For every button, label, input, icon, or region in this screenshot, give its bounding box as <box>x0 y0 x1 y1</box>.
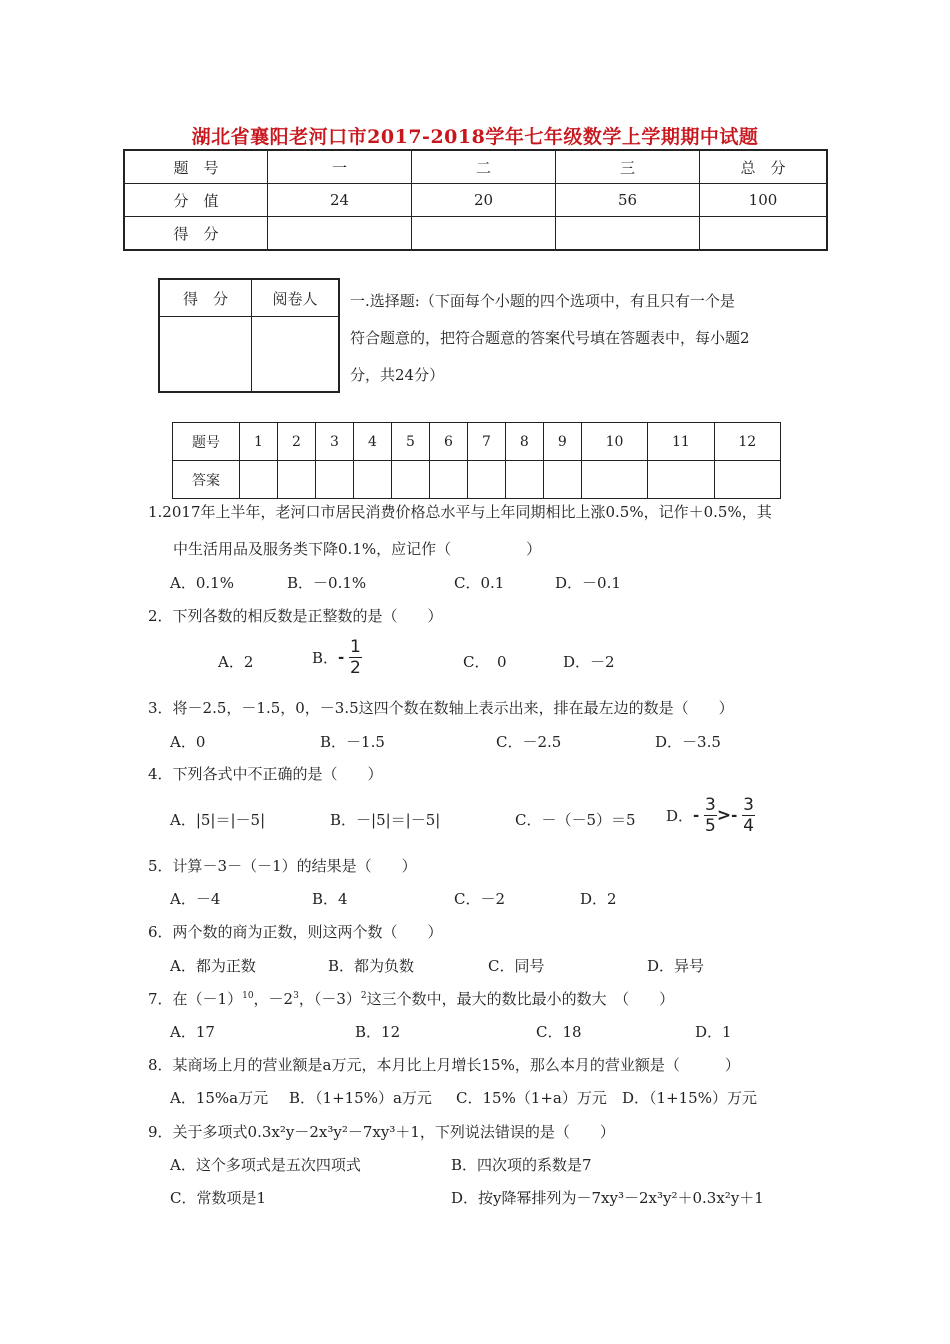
score-table <box>123 149 828 251</box>
answer-cell[interactable] <box>429 461 467 499</box>
answer-table-number-row <box>173 423 781 461</box>
score-table-cell: 二 <box>412 150 556 184</box>
score-table-values-row <box>124 184 827 217</box>
answer-number: 11 <box>648 423 714 461</box>
numerator: 3 <box>743 795 754 815</box>
stem-text: 7．在（－1） <box>148 990 243 1008</box>
question-3-option-c[interactable]: C．－2.5 <box>496 733 562 751</box>
question-4-option-d[interactable] <box>666 795 755 836</box>
answer-number: 5 <box>391 423 429 461</box>
question-9-option-d[interactable]: D．按y降幂排列为－7xy³－2x³y²＋0.3x²y＋1 <box>451 1189 764 1207</box>
numerator: 3 <box>705 795 716 815</box>
section1-line: 一.选择题:（下面每个小题的四个选项中，有且只有一个是 <box>350 292 735 310</box>
greater-than-sign: > <box>716 805 732 826</box>
answer-number: 4 <box>353 423 391 461</box>
score-table-cell: 24 <box>268 184 412 217</box>
question-1-option-a[interactable]: A．0.1% <box>170 574 234 592</box>
question-8-option-c[interactable]: C．15%（1+a）万元 <box>456 1089 607 1107</box>
denominator: 4 <box>743 816 754 836</box>
question-5-stem: 5．计算－3－（－1）的结果是（ ） <box>148 857 417 875</box>
answer-cell[interactable] <box>581 461 647 499</box>
question-3-option-b[interactable]: B．－1.5 <box>320 733 385 751</box>
answer-number: 2 <box>277 423 315 461</box>
denominator: 2 <box>350 658 361 678</box>
question-1-option-b[interactable]: B．－0.1% <box>287 574 367 592</box>
score-input-cell[interactable] <box>412 217 556 251</box>
answer-table-answer-row <box>173 461 781 499</box>
question-1-option-d[interactable]: D．－0.1 <box>555 574 621 592</box>
score-table-cell: 20 <box>412 184 556 217</box>
question-7-option-d[interactable]: D．1 <box>695 1023 732 1041</box>
question-8-option-a[interactable]: A．15%a万元 <box>170 1089 269 1107</box>
question-7-stem <box>148 988 674 1009</box>
denominator: 5 <box>705 816 716 836</box>
question-2-option-a[interactable]: A．2 <box>218 653 254 671</box>
grader-reader-label: 阅卷人 <box>252 279 340 317</box>
score-table-cell: 得 分 <box>124 217 268 251</box>
exponent: 2 <box>360 991 367 1001</box>
grader-table <box>158 278 340 393</box>
section1-line: 分，共24分） <box>350 366 445 384</box>
answer-number: 9 <box>543 423 581 461</box>
question-4-option-a[interactable]: A．|5|＝|－5| <box>170 811 266 829</box>
question-3-option-d[interactable]: D．－3.5 <box>655 733 721 751</box>
question-9-option-b[interactable]: B．四次项的系数是7 <box>451 1156 592 1174</box>
question-8-option-d[interactable]: D．（1+15%）万元 <box>622 1089 757 1107</box>
fraction <box>704 795 717 836</box>
answer-cell[interactable] <box>505 461 543 499</box>
answer-table <box>172 422 781 499</box>
score-table-cell: 100 <box>700 184 828 217</box>
stem-text: ，－2 <box>253 990 294 1008</box>
exponent: 3 <box>293 991 299 1001</box>
question-6-option-d[interactable]: D．异号 <box>647 957 705 975</box>
question-7-option-c[interactable]: C．18 <box>536 1023 582 1041</box>
question-3-stem: 3．将－2.5，－1.5，0，－3.5这四个数在数轴上表示出来，排在最左边的数是（ ） <box>148 699 734 717</box>
score-table-cell: 分 值 <box>124 184 268 217</box>
question-2-option-c[interactable]: C． 0 <box>463 653 507 671</box>
stem-text: 这三个数中，最大的数比最小的数大 （ ） <box>366 990 675 1008</box>
question-8-option-b[interactable]: B．（1+15%）a万元 <box>289 1089 432 1107</box>
answer-cell[interactable] <box>277 461 315 499</box>
score-table-header-row <box>124 150 827 184</box>
answer-cell[interactable] <box>467 461 505 499</box>
question-9-option-a[interactable]: A．这个多项式是五次四项式 <box>170 1156 361 1174</box>
numerator: 1 <box>350 637 361 657</box>
question-7-option-a[interactable]: A．17 <box>170 1023 215 1041</box>
grader-reader-cell[interactable] <box>252 317 340 393</box>
question-1-option-c[interactable]: C．0.1 <box>454 574 505 592</box>
question-2-option-b[interactable] <box>312 637 362 678</box>
question-1-stem-cont: 中生活用品及服务类下降0.1%，应记作（ ） <box>173 540 542 558</box>
score-table-cell: 题 号 <box>124 150 268 184</box>
question-6-option-a[interactable]: A．都为正数 <box>170 957 256 975</box>
answer-cell[interactable] <box>391 461 429 499</box>
answer-number: 10 <box>581 423 647 461</box>
answer-cell[interactable] <box>543 461 581 499</box>
answer-cell[interactable] <box>240 461 278 499</box>
question-1-stem: 1.2017年上半年，老河口市居民消费价格总水平与上年同期相比上涨0.5%，记作＋0.5%，其 <box>148 503 772 521</box>
option-letter: D． <box>666 807 694 825</box>
minus-sign: - <box>338 648 345 667</box>
question-9-stem: 9．关于多项式0.3x²y－2x³y²－7xy³＋1，下列说法错误的是（ ） <box>148 1123 615 1141</box>
score-input-cell[interactable] <box>268 217 412 251</box>
question-5-option-a[interactable]: A．－4 <box>170 890 221 908</box>
answer-table-label: 答案 <box>173 461 240 499</box>
page-title: 湖北省襄阳老河口市2017-2018学年七年级数学上学期期中试题 <box>191 126 759 148</box>
question-4-option-b[interactable]: B．－|5|＝|－5| <box>330 811 441 829</box>
grader-score-label: 得 分 <box>159 279 252 317</box>
grader-score-cell[interactable] <box>159 317 252 393</box>
answer-table-label: 题号 <box>173 423 240 461</box>
score-input-cell[interactable] <box>700 217 828 251</box>
question-8-stem: 8．某商场上月的营业额是a万元，本月比上月增长15%，那么本月的营业额是（ ） <box>148 1056 740 1074</box>
question-6-stem: 6．两个数的商为正数，则这两个数（ ） <box>148 923 443 941</box>
minus-sign: - <box>731 806 738 825</box>
score-table-cell: 三 <box>556 150 700 184</box>
section1-line: 符合题意的，把符合题意的答案代号填在答题表中，每小题2 <box>350 329 750 347</box>
question-9-option-c[interactable]: C．常数项是1 <box>170 1189 267 1207</box>
option-letter: B． <box>312 649 339 667</box>
question-2-stem: 2．下列各数的相反数是正整数的是（ ） <box>148 607 443 625</box>
minus-sign: - <box>693 806 700 825</box>
answer-number: 1 <box>240 423 278 461</box>
fraction <box>742 795 755 836</box>
question-4-stem: 4．下列各式中不正确的是（ ） <box>148 765 383 783</box>
answer-cell[interactable] <box>648 461 714 499</box>
question-6-option-b[interactable]: B．都为负数 <box>328 957 415 975</box>
question-4-option-c[interactable]: C．－（－5）＝5 <box>515 811 636 829</box>
question-3-option-a[interactable]: A．0 <box>170 733 206 751</box>
answer-cell[interactable] <box>353 461 391 499</box>
question-5-option-c[interactable]: C．－2 <box>454 890 506 908</box>
stem-text: ，（－3） <box>298 990 361 1008</box>
answer-number: 8 <box>505 423 543 461</box>
question-5-option-d[interactable]: D．2 <box>580 890 617 908</box>
score-table-score-row <box>124 217 827 251</box>
answer-number: 6 <box>429 423 467 461</box>
score-table-cell: 一 <box>268 150 412 184</box>
question-7-option-b[interactable]: B．12 <box>355 1023 401 1041</box>
exponent: 10 <box>242 991 254 1001</box>
score-table-cell: 总 分 <box>700 150 828 184</box>
question-2-option-d[interactable]: D．－2 <box>563 653 615 671</box>
fraction <box>349 637 362 678</box>
answer-cell[interactable] <box>315 461 353 499</box>
question-6-option-c[interactable]: C．同号 <box>488 957 545 975</box>
answer-number: 7 <box>467 423 505 461</box>
section1-instructions <box>350 283 795 394</box>
question-5-option-b[interactable]: B．4 <box>312 890 348 908</box>
answer-number: 3 <box>315 423 353 461</box>
score-table-cell: 56 <box>556 184 700 217</box>
answer-cell[interactable] <box>714 461 780 499</box>
score-input-cell[interactable] <box>556 217 700 251</box>
answer-number: 12 <box>714 423 780 461</box>
